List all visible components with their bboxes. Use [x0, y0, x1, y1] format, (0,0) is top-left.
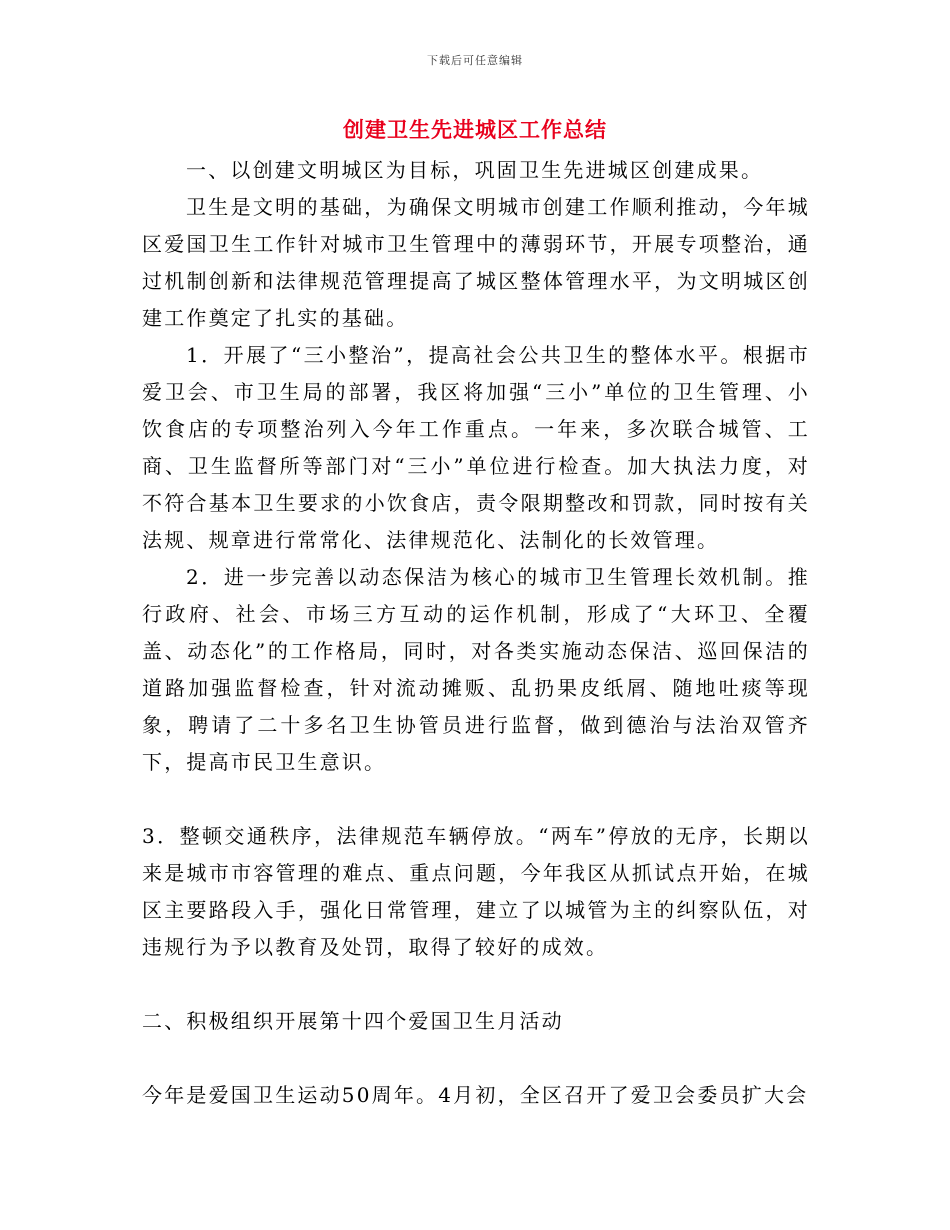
document-title: 创建卫生先进城区工作总结	[343, 118, 607, 142]
document-body	[142, 152, 810, 1114]
paragraph-item-3: 3．整顿交通秩序，法律规范车辆停放。“两车”停放的无序，长期以来是城市市容管理的难点、重点问题，今年我区从抓试点开始，在城区主要路段入手，强化日常管理，建立了以城管为主的纠察队伍，对违规行为予以教育及处罚，取得了较好的成效。	[142, 824, 810, 959]
paragraph-item-2: 2．进一步完善以动态保洁为核心的城市卫生管理长效机制。推行政府、社会、市场三方互动的运作机制，形成了“大环卫、全覆盖、动态化”的工作格局，同时，对各类实施动态保洁、巡回保洁的道路加强监督检查，针对流动摊贩、乱扔果皮纸屑、随地吐痰等现象，聘请了二十多名卫生协管员进行监督，做到德治与法治双管齐下，提高市民卫生意识。	[142, 565, 810, 774]
paragraph-section-2: 今年是爱国卫生运动50周年。4月初，全区召开了爱卫会委员扩大会	[142, 1083, 809, 1107]
paragraph-intro: 卫生是文明的基础，为确保文明城市创建工作顺利推动，今年城区爱国卫生工作针对城市卫生管理中的薄弱环节，开展专项整治，通过机制创新和法律规范管理提高了城区整体管理水平，为文明城区创建工作奠定了扎实的基础。	[142, 195, 810, 330]
section-heading-2: 二、积极组织开展第十四个爱国卫生月活动	[142, 1009, 564, 1033]
page-header-note: 下载后可任意编辑	[427, 54, 523, 67]
section-heading-1: 一、以创建文明城区为目标，巩固卫生先进城区创建成果。	[186, 158, 764, 182]
paragraph-item-1: 1．开展了“三小整治”，提高社会公共卫生的整体水平。根据市爱卫会、市卫生局的部署，我区将加强“三小”单位的卫生管理、小饮食店的专项整治列入今年工作重点。一年来，多次联合城管、工商、卫生监督所等部门对“三小”单位进行检查。加大执法力度，对不符合基本卫生要求的小饮食店，责令限期整改和罚款，同时按有关法规、规章进行常常化、法律规范化、法制化的长效管理。	[142, 343, 810, 552]
